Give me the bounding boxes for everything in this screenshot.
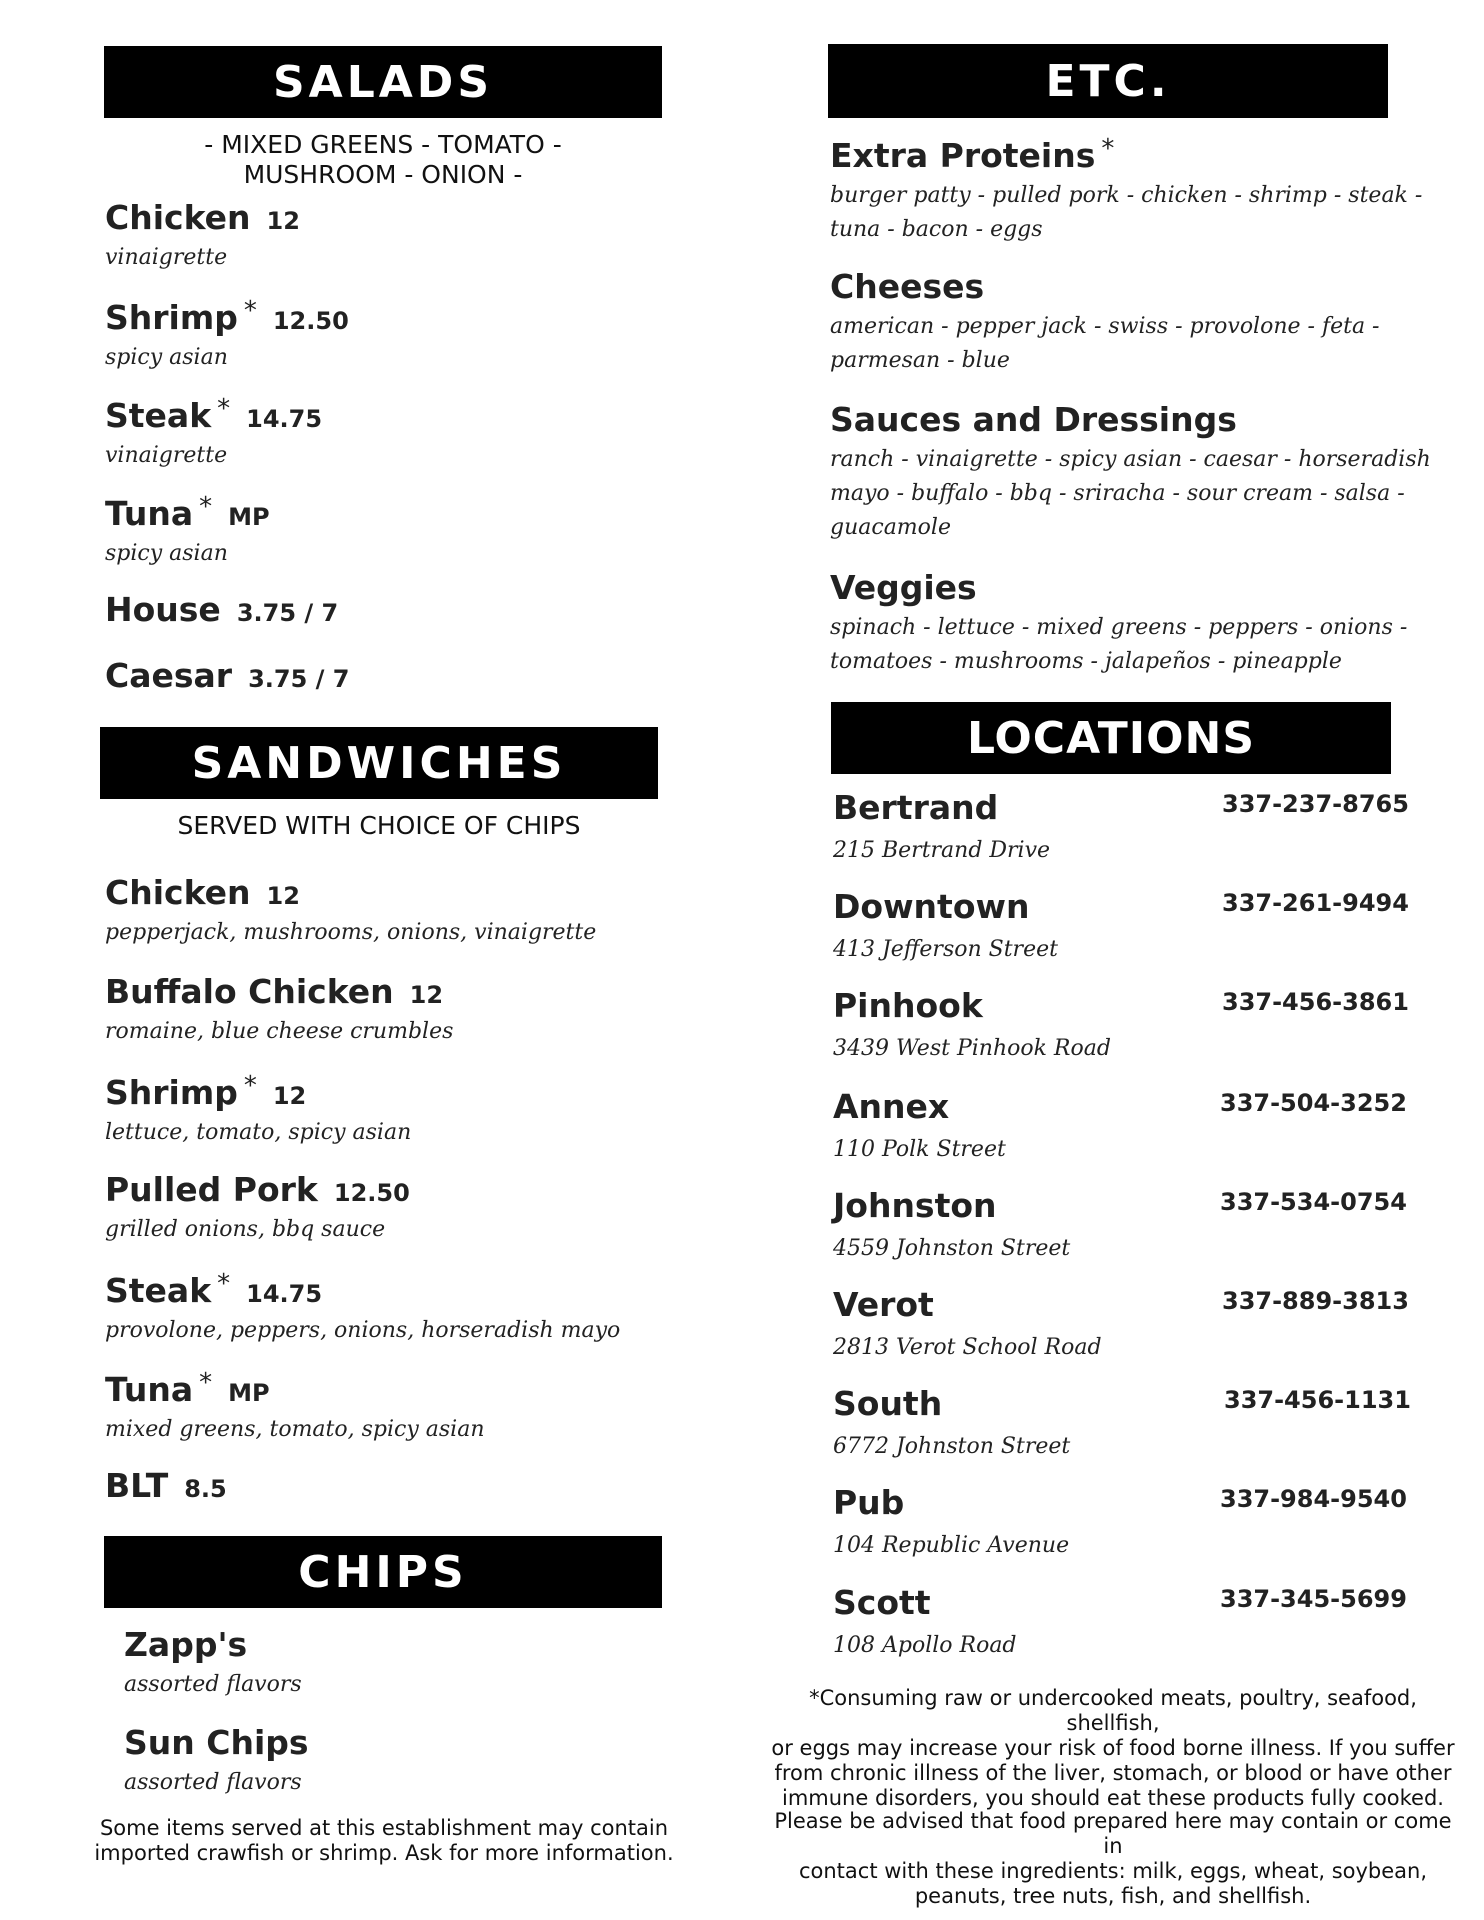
sandwich-item-steak <box>105 1269 620 1348</box>
location-name: Annex <box>833 1087 950 1126</box>
sandwich-item-pulled-pork <box>105 1170 410 1247</box>
sandwich-item-blt <box>105 1466 227 1505</box>
raw-warning-asterisk: * <box>199 1368 213 1398</box>
item-name: Chicken <box>105 198 251 237</box>
desc-line: parmesan - blue <box>830 348 1010 373</box>
item-desc: spicy asian <box>105 345 228 370</box>
etc-item-cheeses <box>830 267 1380 378</box>
item-price: 12 <box>272 1082 307 1110</box>
item-desc: assorted flavors <box>124 1770 302 1795</box>
item-desc: provolone, peppers, onions, horseradish mayo <box>105 1318 621 1343</box>
item-name: Veggies <box>830 568 977 607</box>
item-name: Caesar <box>105 656 233 695</box>
location-name: Scott <box>833 1583 931 1622</box>
item-name: Tuna <box>105 1370 194 1409</box>
location-address: 215 Bertrand Drive <box>833 838 1051 863</box>
sandwiches-subtitle: SERVED WITH CHOICE OF CHIPS <box>177 811 581 840</box>
location-phone: 337-456-3861 <box>1222 988 1409 1016</box>
chips-title: CHIPS <box>298 1546 468 1598</box>
chips-item-zapps <box>124 1625 302 1702</box>
location-phone: 337-261-9494 <box>1222 889 1409 917</box>
item-price: 12 <box>409 981 444 1009</box>
raw-warning-asterisk: * <box>243 296 257 326</box>
item-name: Cheeses <box>830 267 985 306</box>
item-desc: pepperjack, mushrooms, onions, vinaigrette <box>105 920 597 945</box>
item-name: Steak <box>105 396 212 435</box>
item-name: Shrimp <box>105 298 238 337</box>
item-price: 12 <box>266 882 300 910</box>
etc-item-sauces-dressings <box>830 400 1431 545</box>
desc-line: tuna - bacon - eggs <box>830 217 1043 242</box>
item-name: Shrimp <box>105 1073 238 1112</box>
imported-seafood-note <box>84 1816 684 1866</box>
item-name: Chicken <box>105 873 251 912</box>
location-address: 108 Apollo Road <box>833 1633 1017 1658</box>
item-price: 14.75 <box>246 405 323 433</box>
item-price: 3.75 / 7 <box>248 665 350 693</box>
disclaimer-line: or eggs may increase your risk of food borne illness. If you suffer <box>771 1736 1455 1760</box>
etc-banner <box>828 44 1388 118</box>
desc-line: ranch - vinaigrette - spicy asian - caesar - horseradish <box>830 447 1431 472</box>
sandwich-item-chicken <box>105 873 596 950</box>
location-name: Verot <box>833 1285 934 1324</box>
item-name: Buffalo Chicken <box>105 972 394 1011</box>
item-price: 8.5 <box>184 1475 227 1503</box>
location-address: 2813 Verot School Road <box>833 1335 1102 1360</box>
item-desc: vinaigrette <box>105 443 228 468</box>
etc-title: ETC. <box>1045 55 1171 107</box>
item-name: BLT <box>105 1466 169 1505</box>
item-desc <box>830 310 1380 378</box>
location-phone: 337-534-0754 <box>1220 1188 1407 1216</box>
disclaimer-line: from chronic illness of the liver, stomach, or blood or have other <box>774 1761 1452 1785</box>
disclaimer-line: peanuts, tree nuts, fish, and shellfish. <box>914 1884 1312 1908</box>
raw-warning-asterisk: * <box>217 394 231 424</box>
desc-line: tomatoes - mushrooms - jalapeños - pineapple <box>830 649 1342 674</box>
item-name: Sauces and Dressings <box>830 400 1237 439</box>
item-name: Tuna <box>105 494 194 533</box>
location-phone: 337-456-1131 <box>1224 1386 1411 1414</box>
salads-subtitle-line2: MUSHROOM - ONION - <box>243 160 523 189</box>
item-desc: vinaigrette <box>105 245 228 270</box>
sandwich-item-tuna <box>105 1368 485 1447</box>
sandwiches-title: SANDWICHES <box>191 737 567 789</box>
location-phone: 337-345-5699 <box>1220 1585 1407 1613</box>
item-price: 12.50 <box>333 1179 410 1207</box>
location-address: 4559 Johnston Street <box>833 1236 1071 1261</box>
location-name: Bertrand <box>833 788 999 827</box>
location-address: 110 Polk Street <box>833 1137 1006 1162</box>
item-desc: mixed greens, tomato, spicy asian <box>105 1417 485 1442</box>
item-price: MP <box>228 503 270 531</box>
sandwiches-banner <box>100 727 658 799</box>
location-address: 3439 West Pinhook Road <box>833 1036 1111 1061</box>
raw-warning-asterisk: * <box>243 1071 257 1101</box>
location-name: Downtown <box>833 887 1030 926</box>
sandwich-item-buffalo-chicken <box>105 972 453 1049</box>
item-name: Extra Proteins <box>830 136 1096 175</box>
location-phone: 337-889-3813 <box>1222 1287 1409 1315</box>
location-phone: 337-504-3252 <box>1220 1089 1407 1117</box>
salad-item-steak <box>105 394 322 473</box>
item-desc <box>830 443 1431 545</box>
location-address: 104 Republic Avenue <box>833 1533 1070 1558</box>
disclaimer-line: contact with these ingredients: milk, eggs, wheat, soybean, <box>798 1859 1428 1883</box>
raw-food-disclaimer <box>762 1686 1464 1811</box>
disclaimer-line: Please be advised that food prepared here may contain or come in <box>774 1809 1452 1858</box>
desc-line: mayo - buffalo - bbq - sriracha - sour cream - salsa - <box>830 481 1405 506</box>
raw-warning-asterisk: * <box>199 492 213 522</box>
desc-line: burger patty - pulled pork - chicken - shrimp - steak - <box>830 183 1423 208</box>
location-name: Johnston <box>833 1186 997 1225</box>
item-name: House <box>105 590 221 629</box>
desc-line: american - pepper jack - swiss - provolone - feta - <box>830 314 1380 339</box>
item-price: MP <box>228 1379 270 1407</box>
item-name: Pulled Pork <box>105 1170 318 1209</box>
location-address: 6772 Johnston Street <box>833 1434 1071 1459</box>
item-desc: grilled onions, bbq sauce <box>105 1217 386 1242</box>
locations-banner <box>831 702 1391 774</box>
salad-item-shrimp <box>105 296 349 375</box>
disclaimer-line: *Consuming raw or undercooked meats, poultry, seafood, shellfish, <box>809 1686 1417 1735</box>
location-address: 413 Jefferson Street <box>833 937 1058 962</box>
salads-banner <box>104 46 662 118</box>
etc-item-extra-proteins <box>830 134 1422 247</box>
item-price: 14.75 <box>246 1280 323 1308</box>
note-line: Some items served at this establishment may contain <box>99 1816 669 1840</box>
raw-warning-asterisk: * <box>217 1269 231 1299</box>
etc-item-veggies <box>830 568 1407 679</box>
salad-item-house <box>105 590 338 629</box>
right-column <box>742 0 1484 1920</box>
salads-subtitle <box>104 130 662 190</box>
locations-title: LOCATIONS <box>966 712 1256 764</box>
item-name: Steak <box>105 1271 212 1310</box>
desc-line: guacamole <box>830 515 951 540</box>
location-phone: 337-984-9540 <box>1220 1485 1407 1513</box>
salad-item-tuna <box>105 492 270 571</box>
chips-banner <box>104 1536 662 1608</box>
salads-title: SALADS <box>272 56 494 108</box>
salad-item-caesar <box>105 656 349 695</box>
chips-item-sun-chips <box>124 1723 309 1800</box>
salad-item-chicken <box>105 198 300 275</box>
disclaimer-line: immune disorders, you should eat these products fully cooked. <box>781 1786 1444 1810</box>
allergen-disclaimer <box>762 1809 1464 1909</box>
item-desc: lettuce, tomato, spicy asian <box>105 1120 412 1145</box>
location-phone: 337-237-8765 <box>1222 790 1409 818</box>
item-price: 12.50 <box>272 307 349 335</box>
salads-subtitle-line1: - MIXED GREENS - TOMATO - <box>204 130 562 159</box>
sandwich-item-shrimp <box>105 1071 411 1150</box>
raw-warning-asterisk: * <box>1101 134 1115 164</box>
item-price: 12 <box>266 207 300 235</box>
item-desc: assorted flavors <box>124 1672 302 1697</box>
desc-line: spinach - lettuce - mixed greens - peppers - onions - <box>830 615 1408 640</box>
location-name: Pub <box>833 1483 905 1522</box>
item-desc <box>830 611 1407 679</box>
location-name: Pinhook <box>833 986 983 1025</box>
item-name: Sun Chips <box>124 1723 309 1762</box>
item-price: 3.75 / 7 <box>236 599 339 627</box>
note-line: imported crawfish or shrimp. Ask for more information. <box>94 1841 674 1865</box>
item-desc: spicy asian <box>105 541 228 566</box>
item-name: Zapp's <box>124 1625 248 1664</box>
item-desc <box>830 179 1422 247</box>
location-name: South <box>833 1384 943 1423</box>
item-desc: romaine, blue cheese crumbles <box>105 1019 454 1044</box>
